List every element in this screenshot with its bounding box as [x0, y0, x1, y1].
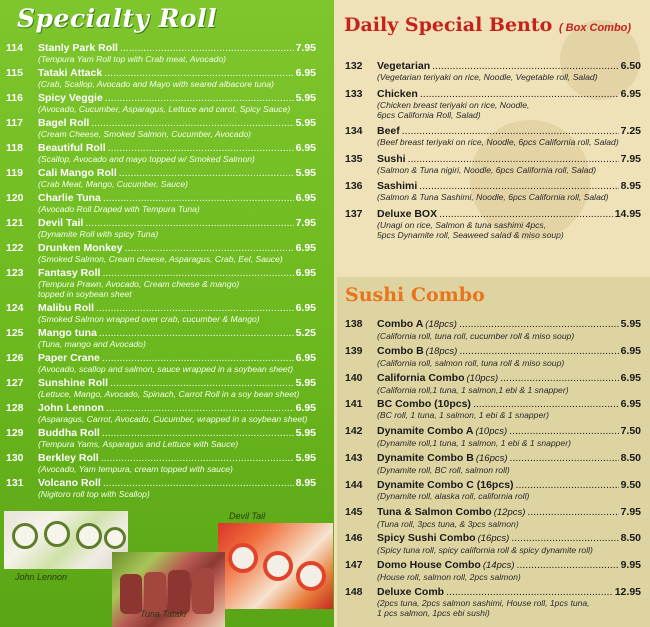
item-number: 139: [345, 344, 363, 357]
menu-item: [6, 302, 316, 324]
dot-leader: [517, 559, 619, 571]
item-description: (Smoked Salmon wrapped over crab, cucumber & Mango): [38, 314, 260, 324]
dot-leader: [402, 125, 619, 137]
menu-item: [6, 452, 316, 474]
menu-item-row: [6, 117, 316, 129]
item-piece-count: (16pcs): [475, 453, 508, 464]
item-number: 117: [6, 117, 23, 129]
menu-item-row: [345, 208, 641, 220]
specialty-roll-title: Specialty Roll: [17, 4, 218, 33]
menu-item-row: [6, 477, 316, 489]
menu-item: [345, 153, 641, 175]
menu-item-row: [6, 402, 316, 414]
menu-item: [6, 427, 316, 449]
item-name: Domo House Combo: [377, 559, 481, 572]
menu-item: [345, 372, 641, 395]
dot-leader: [96, 302, 294, 314]
item-piece-count: (18pcs): [425, 319, 457, 330]
menu-item-row: [345, 180, 641, 192]
item-price: 8.50: [620, 532, 641, 545]
menu-item: [345, 532, 641, 555]
item-price: 6.95: [295, 142, 316, 154]
item-piece-count: (14pcs): [482, 560, 515, 572]
menu-item-row: [345, 532, 641, 545]
dot-leader: [104, 67, 293, 79]
menu-item: [345, 586, 641, 618]
menu-item: [6, 142, 316, 164]
item-description: 5pcs Dynamite roll, Seaweed salad & miso soup): [377, 230, 564, 240]
item-number: 138: [345, 318, 363, 330]
item-description: (Dynamite roll, alaska roll, california roll): [377, 490, 530, 501]
item-number: 147: [345, 559, 363, 572]
item-piece-count: (10pcs): [466, 372, 499, 384]
menu-item: [6, 402, 316, 424]
item-description: (Salmon & Tuna Sashimi, Noodle, 6pcs California roll, Salad): [377, 192, 609, 203]
menu-item-row: [345, 586, 641, 598]
dot-leader: [102, 267, 293, 279]
item-name: Spicy Sushi Combo: [377, 532, 476, 545]
item-name: Berkley Roll: [38, 452, 99, 464]
item-price: 7.95: [620, 505, 641, 518]
item-number: 142: [345, 425, 363, 438]
item-price: 7.95: [620, 152, 641, 165]
item-description: (2pcs tuna, 2pcs salmon sashimi, House roll, 1pcs tuna,: [377, 598, 590, 608]
sushi-combo-title: Sushi Combo: [345, 284, 485, 306]
item-price: 5.25: [295, 327, 316, 339]
menu-item: [6, 42, 316, 64]
menu-item-row: [6, 67, 316, 79]
menu-item: [345, 60, 641, 82]
menu-item: [345, 559, 641, 582]
menu-item-row: [345, 318, 641, 331]
item-description: (Tuna roll, 3pcs tuna, & 3pcs salmon): [377, 518, 519, 529]
item-name: Paper Crane: [38, 352, 100, 364]
item-price: 8.95: [295, 477, 316, 489]
item-price: 6.95: [295, 352, 316, 364]
item-description: (Vegetarian teriyaki on rice, Noodle, Vegetable roll, Salad): [377, 72, 598, 82]
menu-item: [6, 67, 316, 89]
item-price: 8.95: [620, 180, 641, 193]
item-number: 128: [6, 402, 24, 414]
menu-item: [6, 217, 316, 239]
menu-item-row: [345, 479, 641, 491]
menu-item: [6, 192, 316, 214]
item-price: 6.95: [295, 302, 316, 314]
item-number: 125: [6, 327, 24, 339]
item-number: 141: [345, 398, 363, 411]
dot-leader: [103, 192, 294, 204]
item-description: (Lettuce, Mango, Avocado, Spinach, Carrot Roll in a soy bean sheet): [38, 389, 300, 399]
item-price: 5.95: [295, 377, 316, 389]
menu-item-row: [6, 267, 316, 279]
item-description: (California roll,1 tuna, 1 salmon,1 ebi & 1 snapper): [377, 384, 569, 395]
item-description: 1 pcs salmon, 1pcs ebi sushi): [377, 608, 490, 618]
item-name: John Lennon: [38, 402, 104, 414]
item-name: Volcano Roll: [38, 477, 101, 489]
menu-item: [6, 117, 316, 139]
item-piece-count: (18pcs): [425, 345, 458, 357]
item-description: (Unagi on rice, Salmon & tuna sashimi 4pcs,: [377, 220, 547, 230]
menu-item: [6, 377, 316, 399]
item-number: 123: [6, 267, 24, 279]
menu-item-row: [345, 506, 641, 519]
item-description: (Cream Cheese, Smoked Salmon, Cucumber, Avocado): [38, 129, 252, 139]
dot-leader: [473, 398, 619, 410]
dot-leader: [105, 92, 294, 104]
item-number: 131: [6, 477, 24, 489]
item-name: Deluxe BOX: [377, 208, 438, 220]
item-price: 6.95: [295, 242, 316, 254]
menu-item: [345, 88, 641, 120]
item-price: 6.95: [295, 67, 316, 79]
item-number: 122: [6, 242, 24, 254]
dot-leader: [446, 586, 613, 598]
item-number: 114: [6, 42, 23, 54]
item-name: Malibu Roll: [38, 302, 94, 314]
item-price: 6.50: [620, 60, 641, 72]
item-price: 5.95: [295, 452, 316, 464]
item-description: (Avocado, Cucumber, Asparagus, Lettuce and carot, Spicy Sauce): [38, 104, 291, 114]
item-price: 9.50: [620, 478, 641, 491]
menu-item: [6, 167, 316, 189]
item-description: (Tuna, mango and Avocado): [38, 339, 146, 349]
dot-leader: [510, 452, 619, 464]
menu-item-row: [6, 42, 316, 54]
item-number: 137: [345, 208, 363, 220]
menu-item: [6, 352, 316, 374]
item-number: 143: [345, 452, 363, 464]
item-price: 14.95: [614, 208, 641, 220]
dot-leader: [110, 377, 294, 389]
dot-leader: [101, 452, 294, 464]
john-lennon-caption: John Lennon: [15, 572, 68, 582]
menu-item-row: [6, 142, 316, 154]
item-number: 116: [6, 92, 23, 104]
menu-item-row: [6, 242, 316, 254]
item-price: 5.95: [620, 318, 641, 330]
item-description: (Chicken breast teriyaki on rice, Noodle,: [377, 99, 530, 110]
item-price: 5.95: [295, 427, 316, 439]
item-description: (California roll, salmon roll, tuna roll & miso soup): [377, 357, 565, 368]
item-number: 146: [345, 532, 363, 545]
menu-item-row: [345, 60, 641, 72]
menu-item-row: [6, 352, 316, 364]
item-number: 121: [6, 217, 24, 229]
menu-item-row: [345, 125, 641, 137]
item-name: Combo A: [377, 318, 424, 330]
item-name: Deluxe Comb: [377, 586, 445, 598]
john-lennon-photo: [4, 511, 128, 569]
item-number: 115: [6, 67, 23, 79]
menu-item-row: [345, 559, 641, 572]
dot-leader: [85, 217, 293, 229]
item-name: Sashimi: [377, 180, 418, 193]
item-name: Tuna & Salmon Combo: [377, 505, 492, 518]
menu-item-row: [6, 302, 316, 314]
item-number: 126: [6, 352, 24, 364]
item-description: (BC roll, 1 tuna, 1 salmon, 1 ebi & 1 snapper): [377, 410, 549, 421]
item-name: Dynamite Combo B: [377, 452, 474, 464]
menu-item: [345, 318, 641, 341]
dot-leader: [408, 153, 619, 165]
menu-item-row: [6, 427, 316, 439]
item-price: 6.95: [620, 344, 641, 357]
item-price: 6.95: [295, 402, 316, 414]
item-price: 5.95: [295, 92, 316, 104]
menu-item: [6, 242, 316, 264]
item-price: 12.95: [614, 586, 641, 598]
item-name: Chicken: [377, 87, 418, 100]
item-name: Stanly Park Roll: [38, 42, 118, 54]
dot-leader: [432, 60, 618, 72]
item-number: 144: [345, 478, 363, 491]
dot-leader: [439, 208, 613, 220]
menu-item-row: [6, 217, 316, 229]
menu-item-row: [345, 425, 641, 438]
item-price: 8.50: [620, 452, 641, 464]
dot-leader: [106, 402, 294, 414]
item-price: 7.50: [620, 425, 641, 438]
item-description: (Dynamite roll,1 tuna, 1 salmon, 1 ebi & 1 snapper): [377, 438, 571, 449]
item-description: (House roll, salmon roll, 2pcs salmon): [377, 572, 521, 583]
item-description: (Asparagus, Carrot, Avocado, Cucumber, wrapped in a soybean sheet): [38, 414, 308, 424]
item-number: 140: [345, 371, 363, 384]
bento-subtitle: ( Box Combo): [558, 22, 632, 34]
item-description: topped in soybean sheet: [38, 289, 132, 299]
item-price: 5.95: [295, 117, 316, 129]
item-name: Vegetarian: [377, 60, 431, 72]
item-piece-count: (10pcs): [475, 426, 508, 438]
item-name: California Combo: [377, 371, 465, 384]
item-price: 9.95: [620, 559, 641, 572]
item-name: Mango tuna: [38, 327, 97, 339]
menu-item-row: [6, 377, 316, 389]
menu-item-row: [345, 372, 641, 385]
item-price: 6.95: [295, 267, 316, 279]
item-name: Spicy Veggie: [38, 92, 103, 104]
menu-item-row: [345, 153, 641, 165]
item-price: 6.95: [620, 87, 641, 100]
dot-leader: [120, 42, 294, 54]
item-number: 127: [6, 377, 24, 389]
dot-leader: [419, 180, 618, 192]
item-description: (Crab, Scallop, Avocado and Mayo with seared albacore tuna): [38, 79, 274, 89]
dot-leader: [108, 142, 294, 154]
item-name: Sunshine Roll: [38, 377, 109, 389]
item-number: 120: [6, 192, 24, 204]
item-number: 124: [6, 302, 24, 314]
item-number: 130: [6, 452, 24, 464]
menu-item: [345, 479, 641, 501]
item-price: 7.95: [295, 217, 316, 229]
item-description: (Smoked Salmon, Cream cheese, Asparagus, Crab, Eel, Sauce): [38, 254, 283, 264]
item-description: (Avocado, scallop and salmon, sauce wrapped in a soybean sheet): [38, 364, 293, 374]
dot-leader: [459, 345, 618, 357]
dot-leader: [119, 167, 294, 179]
dot-leader: [516, 479, 619, 491]
item-name: Bagel Roll: [38, 117, 90, 129]
menu-item-row: [6, 167, 316, 179]
item-name: Devil Tail: [38, 217, 84, 229]
item-number: 145: [345, 505, 363, 518]
item-name: Tataki Attack: [38, 67, 103, 79]
dot-leader: [99, 327, 294, 339]
item-number: 129: [6, 427, 24, 439]
item-price: 7.25: [620, 125, 641, 138]
dot-leader: [459, 318, 619, 330]
item-price: 6.95: [620, 371, 641, 384]
item-price: 5.95: [295, 167, 316, 179]
item-name: BC Combo (10pcs): [377, 398, 471, 411]
item-number: 136: [345, 180, 363, 193]
menu-item: [345, 425, 641, 448]
dot-leader: [511, 532, 618, 544]
item-description: (Tempura Yam Roll top with Crab meat, Avocado): [38, 54, 227, 64]
dot-leader: [420, 88, 619, 100]
dot-leader: [509, 425, 618, 437]
menu-item-row: [345, 452, 641, 465]
item-piece-count: (12pcs): [493, 506, 526, 518]
item-number: 134: [345, 125, 363, 138]
item-name: Dynamite Combo C (16pcs): [377, 478, 514, 491]
menu-item-row: [6, 92, 316, 104]
item-description: (Scallop, Avocado and mayo topped w/ Smoked Salmon): [38, 154, 255, 164]
item-description: (Spicy tuna roll, spicy california roll & spicy dynamite roll): [377, 545, 593, 556]
item-price: 7.95: [295, 42, 316, 54]
item-description: (Salmon & Tuna nigiri, Noodle, 6pcs California roll, Salad): [377, 164, 597, 175]
item-number: 132: [345, 60, 363, 72]
dot-leader: [91, 117, 293, 129]
menu-item: [6, 92, 316, 114]
item-name: Beef: [377, 125, 400, 138]
item-description: (Tempura Yams, Asparagus and Lettuce with Sauce): [38, 439, 239, 449]
devil-tail-photo: [218, 523, 333, 609]
item-description: (Avocado, Yam tempura, cream topped with sauce): [38, 464, 233, 474]
dot-leader: [125, 242, 294, 254]
item-number: 135: [345, 152, 363, 165]
item-name: Charlie Tuna: [38, 192, 101, 204]
menu-item: [345, 180, 641, 202]
menu-item: [345, 452, 641, 475]
item-name: Combo B: [377, 344, 424, 357]
item-description: (Beef breast teriyaki on rice, Noodle, 6pcs California roll, Salad): [377, 137, 619, 148]
menu-item-row: [345, 398, 641, 410]
item-description: (Dynamite roll, BC roll, salmon roll): [377, 465, 510, 475]
item-name: Fantasy Roll: [38, 267, 101, 279]
item-description: 6pcs California Roll, Salad): [377, 109, 481, 120]
item-number: 119: [6, 167, 23, 179]
item-description: (Tempura Prawn, Avocado, Cream cheese & mango): [38, 279, 240, 289]
item-description: (Crab Meat, Mango, Cucumber, Sauce): [38, 179, 188, 189]
bento-title: [344, 14, 631, 36]
menu-item: [345, 506, 641, 529]
item-name: Cali Mango Roll: [38, 167, 117, 179]
menu-item: [345, 125, 641, 147]
item-name: Drunken Monkey: [38, 242, 123, 254]
menu-item: [6, 327, 316, 349]
item-name: Beautiful Roll: [38, 142, 106, 154]
item-price: 6.95: [620, 398, 641, 411]
menu-item: [6, 477, 316, 499]
menu-item: [345, 208, 641, 240]
item-name: Dynamite Combo A: [377, 425, 474, 438]
item-description: (Avocado Roll Draped with Tempura Tuna): [38, 204, 200, 214]
item-piece-count: (16pcs): [477, 533, 510, 545]
menu-item-row: [6, 327, 316, 339]
item-name: Buddha Roll: [38, 427, 100, 439]
dot-leader: [500, 372, 618, 384]
menu-item-row: [6, 452, 316, 464]
bento-title-text: Daily Special Bento: [344, 14, 553, 36]
item-number: 118: [6, 142, 23, 154]
menu-item: [345, 398, 641, 420]
tuna-tataki-caption: Tuna Tataki: [140, 609, 187, 619]
dot-leader: [102, 352, 294, 364]
menu-item-row: [345, 88, 641, 100]
menu-item-row: [6, 192, 316, 204]
item-number: 133: [345, 87, 363, 100]
item-description: (California roll, tuna roll, cucumber roll & miso soup): [377, 331, 575, 341]
item-description: (Nigitoro roll top with Scallop): [38, 489, 150, 499]
item-name: Sushi: [377, 152, 406, 165]
item-price: 6.95: [295, 192, 316, 204]
dot-leader: [102, 427, 294, 439]
item-description: (Dynamite Roll with spicy Tuna): [38, 229, 159, 239]
menu-item-row: [345, 345, 641, 358]
dot-leader: [103, 477, 294, 489]
menu-item: [6, 267, 316, 299]
menu-item: [345, 345, 641, 368]
dot-leader: [527, 506, 618, 518]
devil-tail-caption: Devil Tail: [229, 511, 266, 521]
item-number: 148: [345, 586, 363, 598]
